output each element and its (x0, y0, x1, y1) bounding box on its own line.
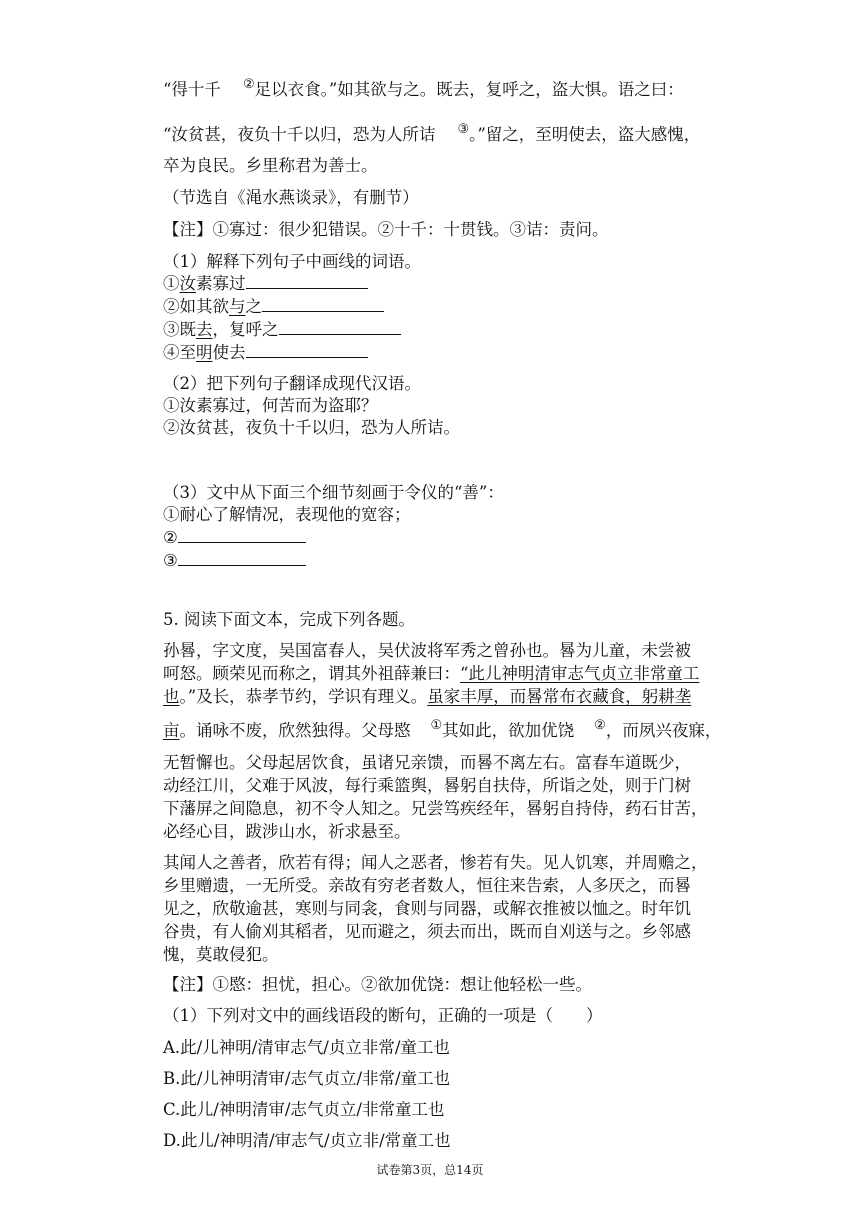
underlined-segment: “此儿神明清审志气贞立非常童工 (460, 664, 700, 683)
passage-line: 动经江川，父难于风波，每行乘篮舆，晷躬自扶侍，所诣之处，则于门树 (163, 776, 691, 795)
question-item (163, 296, 384, 318)
passage-line (163, 663, 699, 685)
item-text: ① (163, 274, 180, 293)
question-item (163, 550, 306, 572)
answer-option-c[interactable]: C.此儿/神明清审/志气贞立/非常童工也 (163, 1100, 445, 1119)
item-text: ，复呼之 (212, 320, 279, 339)
answer-option-a[interactable]: A.此/儿神明/清审志气/贞立非常/童工也 (163, 1038, 450, 1057)
question-item: ①耐心了解情况，表现他的宽容； (163, 505, 411, 524)
question-prompt: （1）解释下列句子中画线的词语。 (163, 252, 421, 271)
question-item (163, 342, 368, 364)
question-item: ①汝素寡过，何苦而为盗耶？ (163, 396, 378, 415)
source-citation: （节选自《渑水燕谈录》，有删节） (163, 188, 419, 207)
item-marker: ② (163, 528, 178, 547)
answer-blank[interactable] (246, 342, 368, 358)
item-text: 素寡过 (196, 274, 246, 293)
answer-blank[interactable] (178, 550, 306, 566)
text-segment: “汝贫甚，夜负十千以归，恐为人所诘 (163, 125, 436, 144)
answer-option-d[interactable]: D.此儿/神明清/审志气/贞立非/常童工也 (163, 1131, 451, 1150)
question-item (163, 273, 368, 295)
underlined-word: 明 (196, 343, 213, 362)
text-segment: 。”及长，恭孝节约，学识有理义。 (179, 687, 428, 706)
answer-blank[interactable] (262, 296, 384, 312)
passage-line: 谷贵，有人偷刈其稻者，见而避之，须去而出，既而自刈送与之。乡邻感 (163, 922, 691, 941)
underlined-segment: 也 (163, 687, 180, 706)
text-segment: 。”留之，至明使去，盗大感愧， (469, 125, 701, 144)
page-footer: 试卷第3页，总14页 (376, 1163, 484, 1177)
text-segment: 呵怒。顾荣见而称之，谓其外祖薛兼曰： (163, 664, 460, 683)
item-text: ④至 (163, 343, 196, 362)
underlined-word: 汝 (179, 274, 196, 293)
answer-blank[interactable] (178, 527, 306, 543)
underlined-word: 与 (229, 297, 246, 316)
question-item (163, 319, 401, 341)
item-text: 之 (245, 297, 262, 316)
question-prompt: （1）下列对文中的画线语段的断句，正确的一项是（ ） (163, 1006, 603, 1025)
passage-line: 乡里赠遗，一无所受。亲故有穷老者数人，恒往来告索，人多厌之，而晷 (163, 876, 691, 895)
passage-line: 下藩屏之间隐息，初不令人知之。兄尝笃疾经年，晷躬自持侍，药石甘苦， (163, 799, 708, 818)
item-marker: ③ (163, 551, 178, 570)
answer-blank[interactable] (246, 273, 368, 289)
annotation-note: 【注】①寡过：很少犯错误。②十千：十贯钱。③诘：责问。 (163, 220, 609, 239)
passage-line: 卒为良民。乡里称君为善士。 (163, 156, 378, 175)
underlined-word: 去 (196, 320, 213, 339)
item-text: ③既 (163, 320, 196, 339)
passage-line: 孙晷，字文度，吴国富春人，吴伏波将军秀之曾孙也。晷为儿童，未尝被 (163, 641, 691, 660)
item-text: ②如其欲 (163, 297, 229, 316)
passage-line: 其闻人之善者，欣若有得；闻人之恶者，惨若有失。见人饥寒，并周赡之， (163, 853, 708, 872)
answer-option-b[interactable]: B.此/儿神明清审/志气贞立/非常/童工也 (163, 1069, 451, 1088)
footnote-marker: ② (242, 77, 255, 92)
passage-line: 无暂懈也。父母起居饮食，虽诸兄亲馈，而晷不离左右。富春车道既少， (163, 753, 691, 772)
question-prompt: （2）把下列句子翻译成现代汉语。 (163, 374, 421, 393)
text-segment: 。诵咏不废，欣然独得。父母愍 (179, 721, 411, 740)
text-segment: 足以衣食。”如其欲与之。既去，复呼之，盗大惧。语之曰： (254, 80, 684, 99)
question-prompt: （3）文中从下面三个细节刻画于令仪的“善”： (163, 483, 504, 502)
underlined-segment: 虽家丰厚，而晷常布衣藏食，躬耕垄 (427, 687, 692, 706)
underlined-segment: 亩 (163, 721, 180, 740)
section-heading: 5. 阅读下面文本，完成下列各题。 (163, 610, 415, 629)
text-segment: “得十千 (163, 80, 221, 99)
item-text: 使去 (212, 343, 246, 362)
passage-line (163, 720, 721, 744)
footnote-marker: ② (594, 718, 606, 733)
text-segment: ，而夙兴夜寐， (605, 721, 722, 740)
passage-line (163, 79, 684, 103)
answer-blank[interactable] (279, 319, 401, 335)
footnote-marker: ③ (457, 122, 470, 137)
passage-line: 见之，欣敬逾甚，寒则与同衾，食则与同器，或解衣推被以恤之。时年饥 (163, 899, 691, 918)
passage-line: 愧，莫敢侵犯。 (163, 945, 279, 964)
passage-line: 必经心目，跋涉山水，祈求悬至。 (163, 822, 411, 841)
question-item (163, 527, 306, 549)
passage-line (163, 124, 700, 148)
passage-line (163, 686, 691, 708)
annotation-note: 【注】①愍：担忧，担心。②欲加优饶：想让他轻松一些。 (163, 975, 592, 994)
footnote-marker: ① (430, 718, 443, 733)
text-segment: 其如此，欲加优饶 (442, 721, 575, 740)
question-item: ②汝贫甚，夜负十千以归，恐为人所诘。 (163, 418, 460, 437)
